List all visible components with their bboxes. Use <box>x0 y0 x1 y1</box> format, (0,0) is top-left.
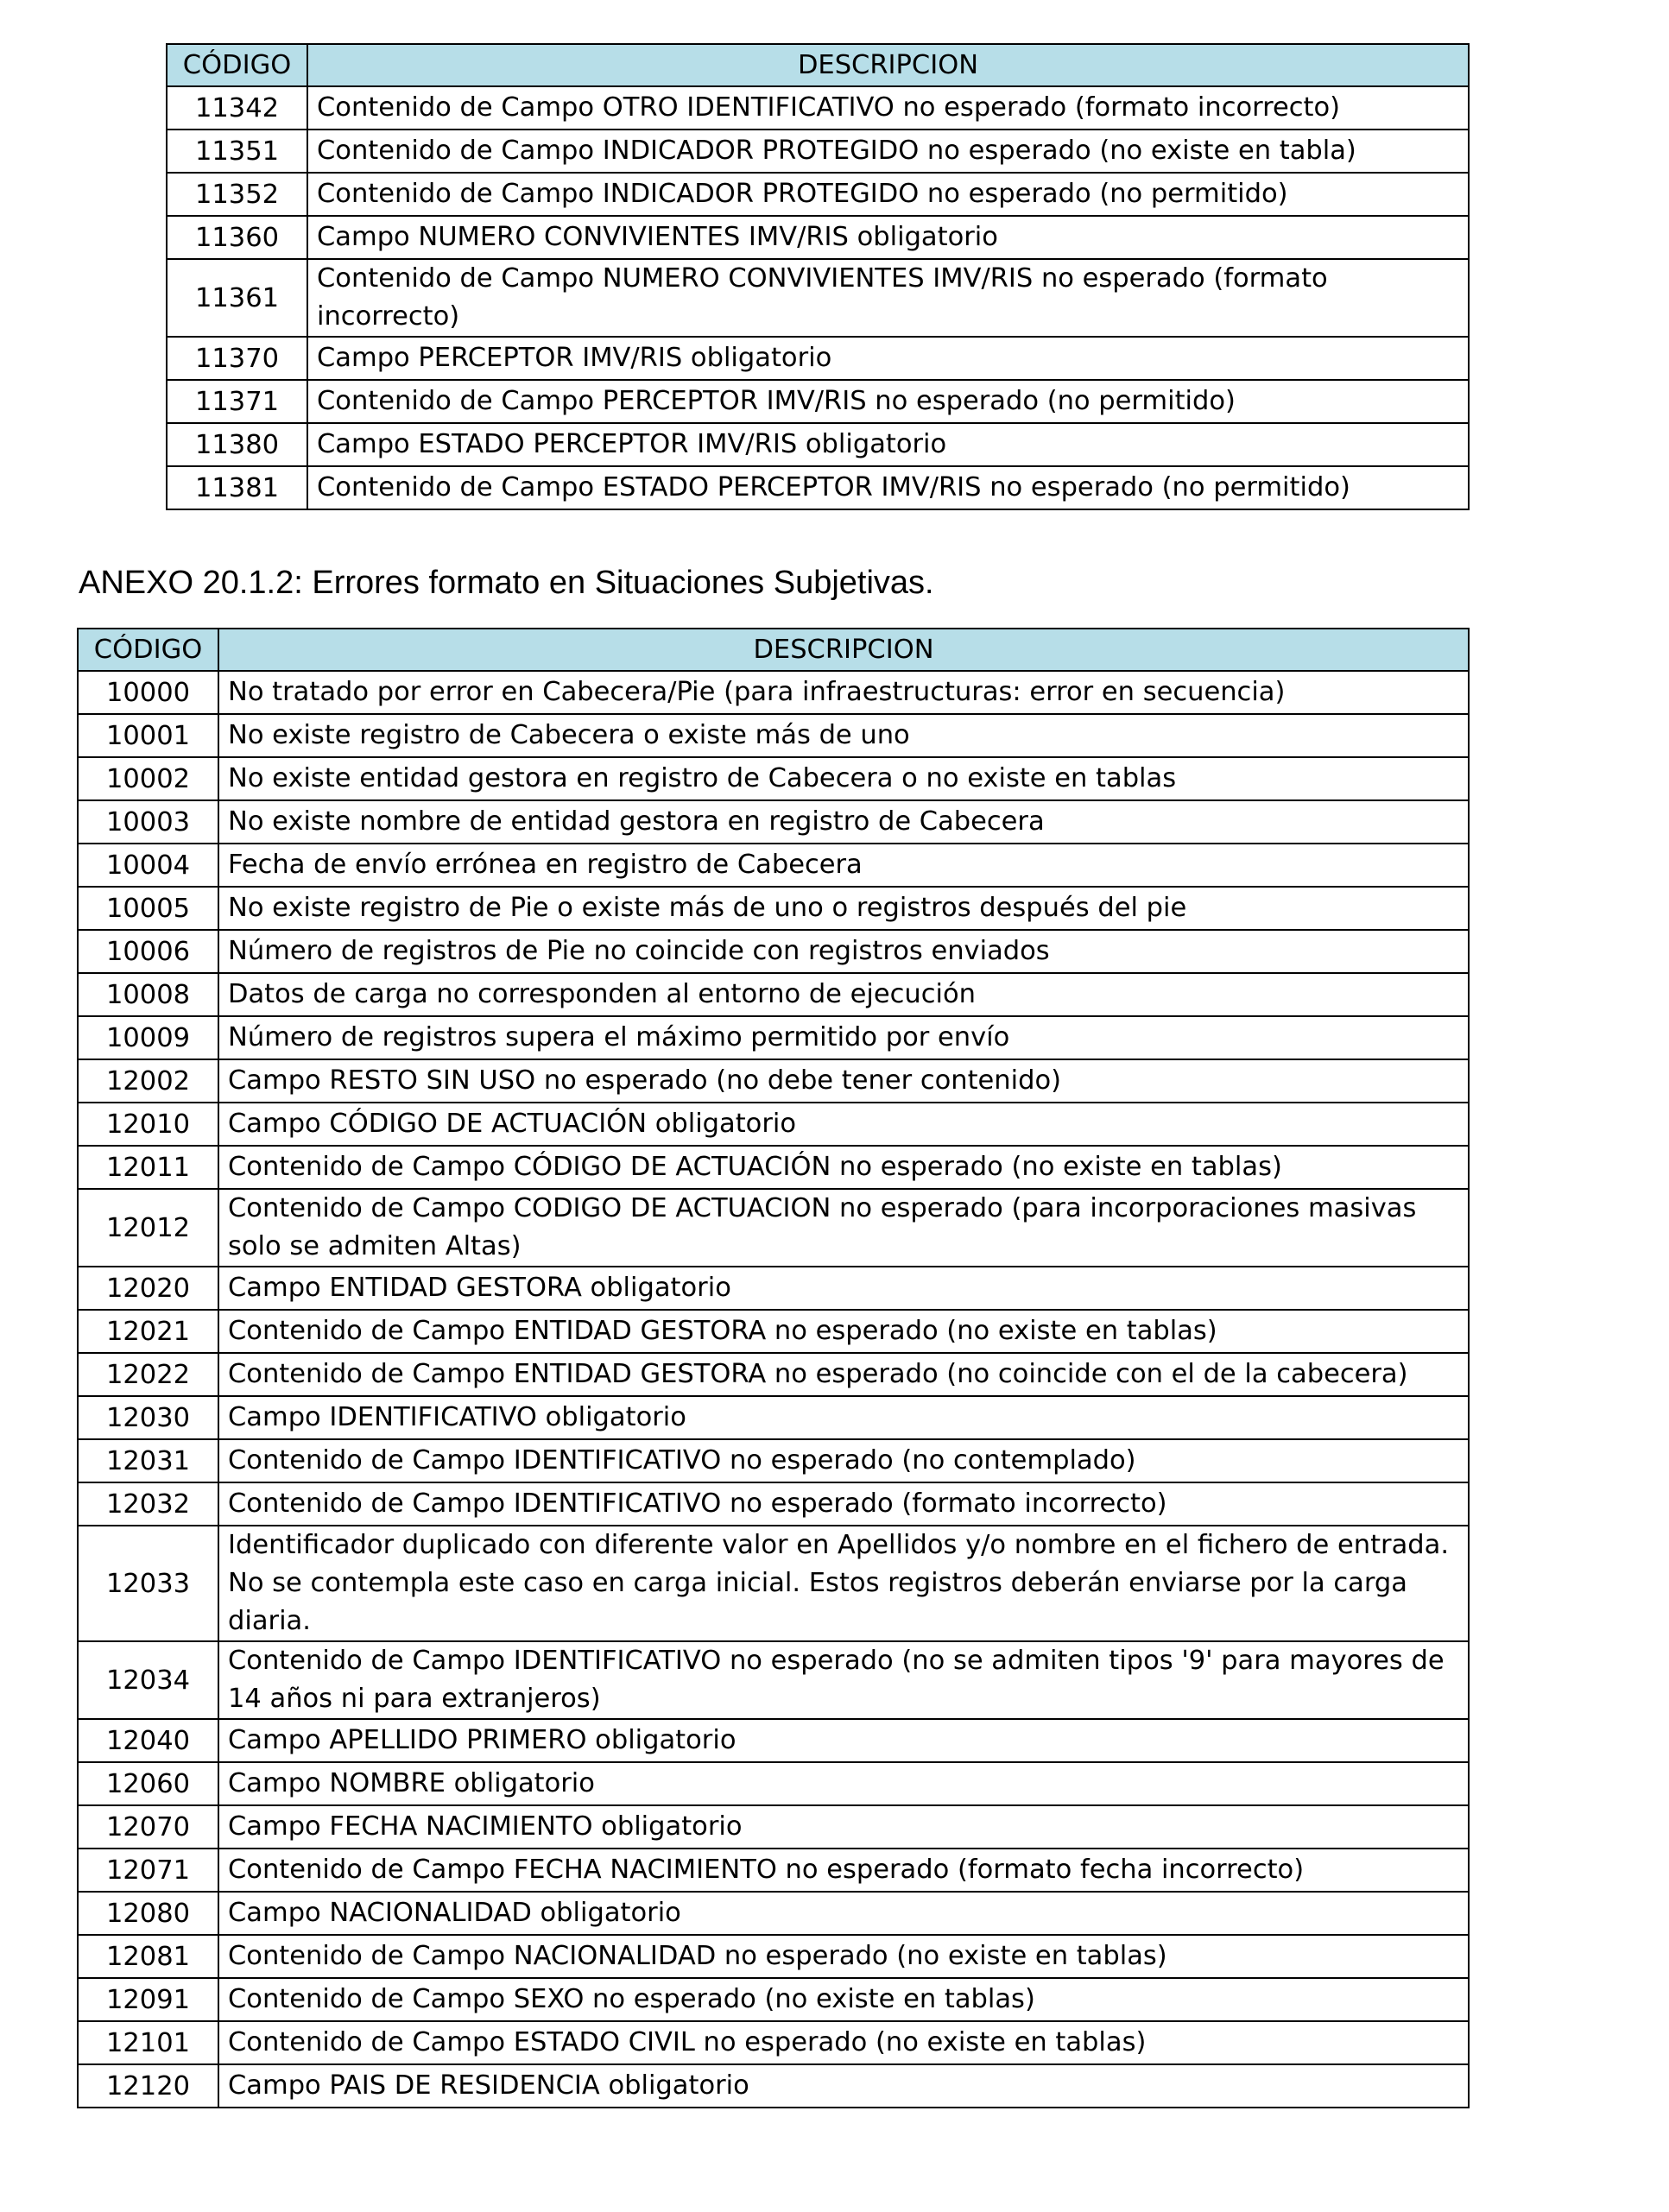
error-description: Contenido de Campo ENTIDAD GESTORA no esperado (no coincide con el de la cabecera) <box>218 1353 1469 1396</box>
error-code: 12071 <box>78 1849 218 1892</box>
error-code: 12010 <box>78 1103 218 1146</box>
error-description: No existe nombre de entidad gestora en registro de Cabecera <box>218 800 1469 844</box>
table-row <box>78 800 1469 844</box>
section-title: ANEXO 20.1.2: Errores formato en Situaciones Subjetivas. <box>79 565 934 601</box>
table-row <box>167 380 1469 423</box>
error-code: 11381 <box>167 466 307 509</box>
table-row <box>78 1059 1469 1103</box>
table-row <box>78 1267 1469 1310</box>
error-code: 12002 <box>78 1059 218 1103</box>
error-description: Fecha de envío errónea en registro de Cabecera <box>218 844 1469 887</box>
error-table-2-body <box>78 671 1469 2108</box>
error-description: Datos de carga no corresponden al entorno de ejecución <box>218 973 1469 1016</box>
error-description: Campo ENTIDAD GESTORA obligatorio <box>218 1267 1469 1310</box>
error-description: Campo APELLIDO PRIMERO obligatorio <box>218 1719 1469 1762</box>
table-row <box>167 86 1469 130</box>
error-code: 10001 <box>78 714 218 757</box>
error-description: Campo PERCEPTOR IMV/RIS obligatorio <box>307 337 1469 380</box>
table-header-row <box>167 44 1469 86</box>
error-description: No existe registro de Cabecera o existe más de uno <box>218 714 1469 757</box>
description-column-header: DESCRIPCION <box>307 44 1469 86</box>
table-row <box>78 1310 1469 1353</box>
error-table-1-body <box>167 86 1469 509</box>
table-row <box>167 466 1469 509</box>
error-description: Campo NUMERO CONVIVIENTES IMV/RIS obligatorio <box>307 216 1469 259</box>
error-description: Contenido de Campo IDENTIFICATIVO no esperado (no se admiten tipos '9' para mayores de 14 años ni para extranjeros) <box>218 1641 1469 1719</box>
table-row <box>167 130 1469 173</box>
error-code: 11371 <box>167 380 307 423</box>
error-description: Campo IDENTIFICATIVO obligatorio <box>218 1396 1469 1439</box>
table-row <box>78 1146 1469 1189</box>
error-description: Número de registros de Pie no coincide con registros enviados <box>218 930 1469 973</box>
error-description: Campo RESTO SIN USO no esperado (no debe tener contenido) <box>218 1059 1469 1103</box>
error-code: 10008 <box>78 973 218 1016</box>
error-code: 12081 <box>78 1935 218 1978</box>
error-description: Contenido de Campo OTRO IDENTIFICATIVO no esperado (formato incorrecto) <box>307 86 1469 130</box>
error-table-1 <box>166 43 1470 510</box>
error-code: 10009 <box>78 1016 218 1059</box>
error-description: Contenido de Campo INDICADOR PROTEGIDO no esperado (no existe en tabla) <box>307 130 1469 173</box>
table-row <box>78 1353 1469 1396</box>
table-row <box>78 714 1469 757</box>
error-code: 12091 <box>78 1978 218 2021</box>
table-row <box>167 259 1469 337</box>
table-row <box>78 1935 1469 1978</box>
error-description: Contenido de Campo FECHA NACIMIENTO no esperado (formato fecha incorrecto) <box>218 1849 1469 1892</box>
error-code: 10002 <box>78 757 218 800</box>
code-column-header: CÓDIGO <box>78 629 218 671</box>
error-description: Contenido de Campo SEXO no esperado (no existe en tablas) <box>218 1978 1469 2021</box>
error-description: Contenido de Campo CÓDIGO DE ACTUACIÓN no esperado (no existe en tablas) <box>218 1146 1469 1189</box>
error-description: Campo NACIONALIDAD obligatorio <box>218 1892 1469 1935</box>
error-description: Contenido de Campo PERCEPTOR IMV/RIS no esperado (no permitido) <box>307 380 1469 423</box>
error-code: 12011 <box>78 1146 218 1189</box>
error-code: 12034 <box>78 1641 218 1719</box>
error-description: No existe registro de Pie o existe más de uno o registros después del pie <box>218 887 1469 930</box>
error-code: 11360 <box>167 216 307 259</box>
error-description: Campo PAIS DE RESIDENCIA obligatorio <box>218 2064 1469 2108</box>
error-code: 10003 <box>78 800 218 844</box>
error-code: 12060 <box>78 1762 218 1805</box>
error-code: 12040 <box>78 1719 218 1762</box>
error-code: 10000 <box>78 671 218 714</box>
error-description: Campo FECHA NACIMIENTO obligatorio <box>218 1805 1469 1849</box>
error-description: No tratado por error en Cabecera/Pie (para infraestructuras: error en secuencia) <box>218 671 1469 714</box>
error-code: 12031 <box>78 1439 218 1482</box>
error-code: 11370 <box>167 337 307 380</box>
table-row <box>78 1762 1469 1805</box>
table-row <box>78 930 1469 973</box>
table-row <box>78 1396 1469 1439</box>
error-description: Campo CÓDIGO DE ACTUACIÓN obligatorio <box>218 1103 1469 1146</box>
table-row <box>78 1103 1469 1146</box>
error-description: Número de registros supera el máximo permitido por envío <box>218 1016 1469 1059</box>
error-description: Contenido de Campo IDENTIFICATIVO no esperado (formato incorrecto) <box>218 1482 1469 1526</box>
error-code: 12012 <box>78 1189 218 1267</box>
table-row <box>78 1189 1469 1267</box>
table-row <box>78 2064 1469 2108</box>
table-row <box>167 423 1469 466</box>
code-column-header: CÓDIGO <box>167 44 307 86</box>
error-code: 10005 <box>78 887 218 930</box>
error-code: 12070 <box>78 1805 218 1849</box>
table-row <box>167 216 1469 259</box>
table-row <box>78 887 1469 930</box>
table-row <box>78 1016 1469 1059</box>
error-code: 11361 <box>167 259 307 337</box>
table-row <box>78 1892 1469 1935</box>
table-row <box>78 1805 1469 1849</box>
error-description: Campo NOMBRE obligatorio <box>218 1762 1469 1805</box>
table-row <box>78 973 1469 1016</box>
table-row <box>167 173 1469 216</box>
table-row <box>78 1439 1469 1482</box>
error-code: 11380 <box>167 423 307 466</box>
table-row <box>78 1978 1469 2021</box>
error-description: Contenido de Campo ENTIDAD GESTORA no esperado (no existe en tablas) <box>218 1310 1469 1353</box>
table-row <box>78 1482 1469 1526</box>
error-code: 12101 <box>78 2021 218 2064</box>
error-description: Contenido de Campo NUMERO CONVIVIENTES IMV/RIS no esperado (formato incorrecto) <box>307 259 1469 337</box>
error-code: 11352 <box>167 173 307 216</box>
table-row <box>167 337 1469 380</box>
error-description: Contenido de Campo IDENTIFICATIVO no esperado (no contemplado) <box>218 1439 1469 1482</box>
error-code: 12120 <box>78 2064 218 2108</box>
error-code: 12033 <box>78 1526 218 1641</box>
error-code: 12020 <box>78 1267 218 1310</box>
error-description: Contenido de Campo CODIGO DE ACTUACION no esperado (para incorporaciones masivas solo se admiten Altas) <box>218 1189 1469 1267</box>
error-description: Contenido de Campo NACIONALIDAD no esperado (no existe en tablas) <box>218 1935 1469 1978</box>
error-description: No existe entidad gestora en registro de Cabecera o no existe en tablas <box>218 757 1469 800</box>
table-row <box>78 2021 1469 2064</box>
error-code: 12080 <box>78 1892 218 1935</box>
table-row <box>78 1849 1469 1892</box>
error-code: 12021 <box>78 1310 218 1353</box>
error-code: 11342 <box>167 86 307 130</box>
description-column-header: DESCRIPCION <box>218 629 1469 671</box>
error-description: Contenido de Campo ESTADO PERCEPTOR IMV/RIS no esperado (no permitido) <box>307 466 1469 509</box>
error-description: Contenido de Campo ESTADO CIVIL no esperado (no existe en tablas) <box>218 2021 1469 2064</box>
error-code: 10006 <box>78 930 218 973</box>
table-row <box>78 1641 1469 1719</box>
table-row <box>78 757 1469 800</box>
error-code: 10004 <box>78 844 218 887</box>
error-table-2 <box>77 628 1470 2108</box>
error-description: Identificador duplicado con diferente valor en Apellidos y/o nombre en el fichero de entrada. No se contempla este caso en carga inicial. Estos registros deberán enviarse por la carga diaria. <box>218 1526 1469 1641</box>
table-row <box>78 671 1469 714</box>
error-code: 12032 <box>78 1482 218 1526</box>
error-description: Campo ESTADO PERCEPTOR IMV/RIS obligatorio <box>307 423 1469 466</box>
error-code: 12030 <box>78 1396 218 1439</box>
error-code: 11351 <box>167 130 307 173</box>
table-header-row <box>78 629 1469 671</box>
table-row <box>78 1526 1469 1641</box>
error-description: Contenido de Campo INDICADOR PROTEGIDO no esperado (no permitido) <box>307 173 1469 216</box>
error-code: 12022 <box>78 1353 218 1396</box>
table-row <box>78 844 1469 887</box>
table-row <box>78 1719 1469 1762</box>
